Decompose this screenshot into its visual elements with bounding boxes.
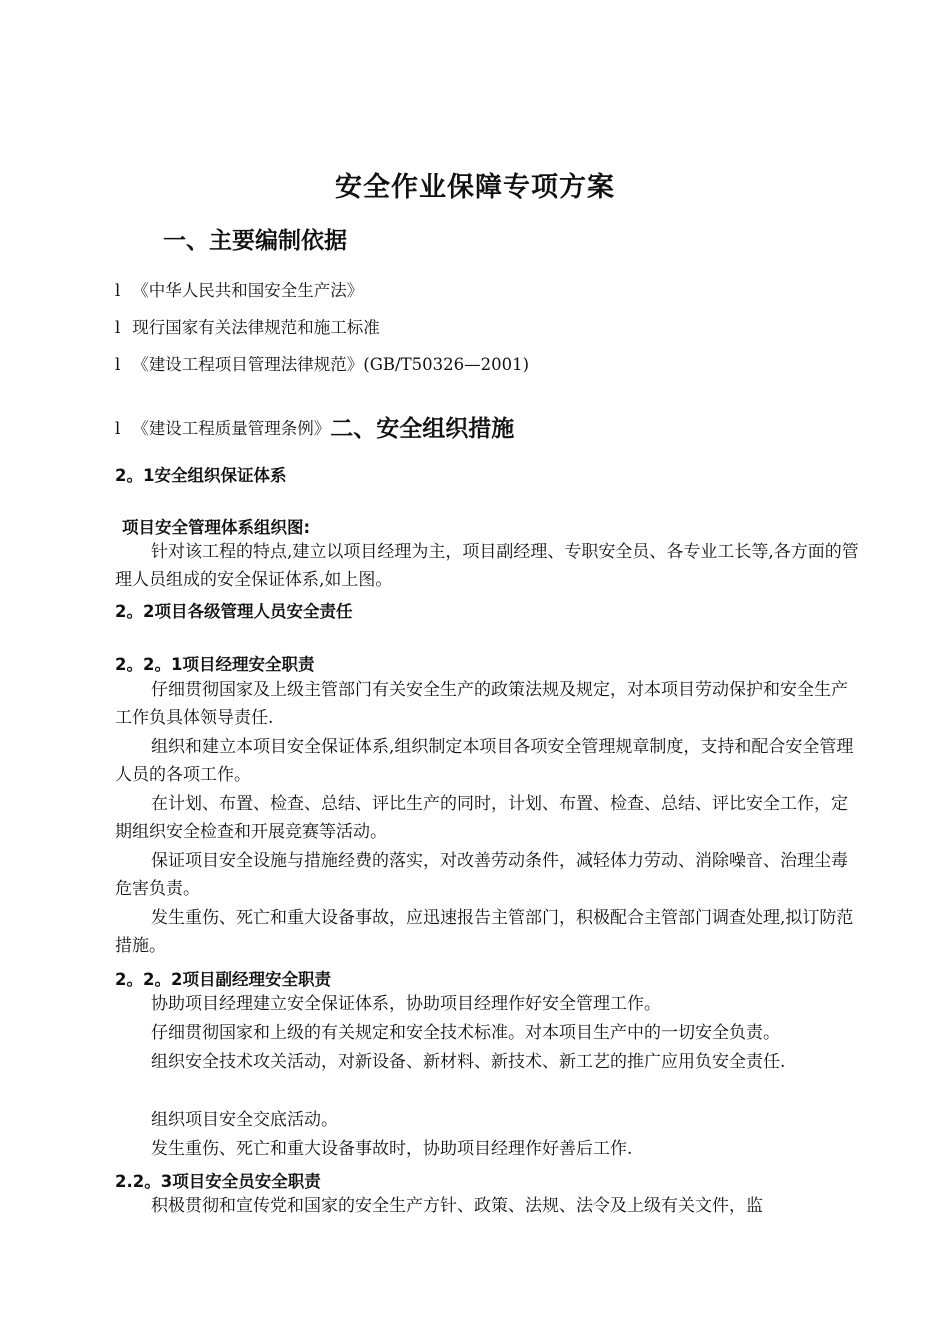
- subsection-heading-2-1: 2。1安全组织保证体系: [115, 466, 287, 485]
- paragraph: 仔细贯彻国家和上级的有关规定和安全技术标准。对本项目生产中的一切安全负责。: [151, 1023, 780, 1043]
- reference-text: 《建设工程质量管理条例》: [132, 419, 331, 438]
- section-heading-2: 二、安全组织措施: [330, 416, 515, 442]
- paragraph: 发生重伤、死亡和重大设备事故时，协助项目经理作好善后工作.: [151, 1139, 633, 1159]
- reference-item: [115, 277, 363, 301]
- reference-item: [115, 351, 529, 375]
- subsection-heading-2-2-3: 2.2。3项目安全员安全职责: [115, 1172, 321, 1191]
- paragraph: 组织和建立本项目安全保证体系,组织制定本项目各项安全管理规章制度，支持和配合安全管理人员的各项工作。: [115, 737, 854, 785]
- paragraph: 保证项目安全设施与措施经费的落实，对改善劳动条件，减轻体力劳动、消除噪音、治理尘毒危害负责。: [115, 851, 848, 899]
- paragraph: 积极贯彻和宣传党和国家的安全生产方针、政策、法规、法令及上级有关文件，监: [151, 1196, 763, 1216]
- bullet-marker: l: [115, 281, 121, 300]
- paragraph: 在计划、布置、检查、总结、评比生产的同时，计划、布置、检查、总结、评比安全工作，定期组织安全检查和开展竞赛等活动。: [115, 794, 848, 842]
- reference-text: 《中华人民共和国安全生产法》: [132, 281, 364, 300]
- paragraph: 协助项目经理建立安全保证体系，协助项目经理作好安全管理工作。: [151, 994, 661, 1014]
- section-heading-1: 一、主要编制依据: [163, 228, 347, 254]
- reference-item: [115, 410, 514, 443]
- bullet-marker: l: [115, 318, 121, 337]
- paragraph: 组织项目安全交底活动。: [151, 1110, 338, 1130]
- paragraph: 组织安全技术攻关活动，对新设备、新材料、新技术、新工艺的推广应用负安全责任.: [151, 1052, 786, 1072]
- subsection-heading-2-2: 2。2项目各级管理人员安全责任: [115, 602, 353, 621]
- bullet-marker: l: [115, 355, 121, 374]
- reference-text: 现行国家有关法律规范和施工标准: [132, 318, 380, 337]
- document-title: 安全作业保障专项方案: [335, 172, 615, 203]
- subsection-heading-2-2-1: 2。2。1项目经理安全职责: [115, 655, 315, 674]
- reference-text: 《建设工程项目管理法律规范》(GB/T50326—2001): [132, 355, 530, 374]
- org-chart-label: 项目安全管理体系组织图:: [122, 518, 311, 537]
- paragraph: 仔细贯彻国家及上级主管部门有关安全生产的政策法规及规定，对本项目劳动保护和安全生产工作负具体领导责任.: [115, 680, 848, 728]
- reference-item: [115, 314, 380, 338]
- paragraph: 发生重伤、死亡和重大设备事故，应迅速报告主管部门，积极配合主管部门调查处理,拟订防范措施。: [115, 908, 854, 956]
- subsection-heading-2-2-2: 2。2。2项目副经理安全职责: [115, 970, 331, 989]
- paragraph: 针对该工程的特点,建立以项目经理为主，项目副经理、专职安全员、各专业工长等,各方面的管理人员组成的安全保证体系,如上图。: [115, 542, 859, 590]
- bullet-marker: l: [115, 419, 121, 438]
